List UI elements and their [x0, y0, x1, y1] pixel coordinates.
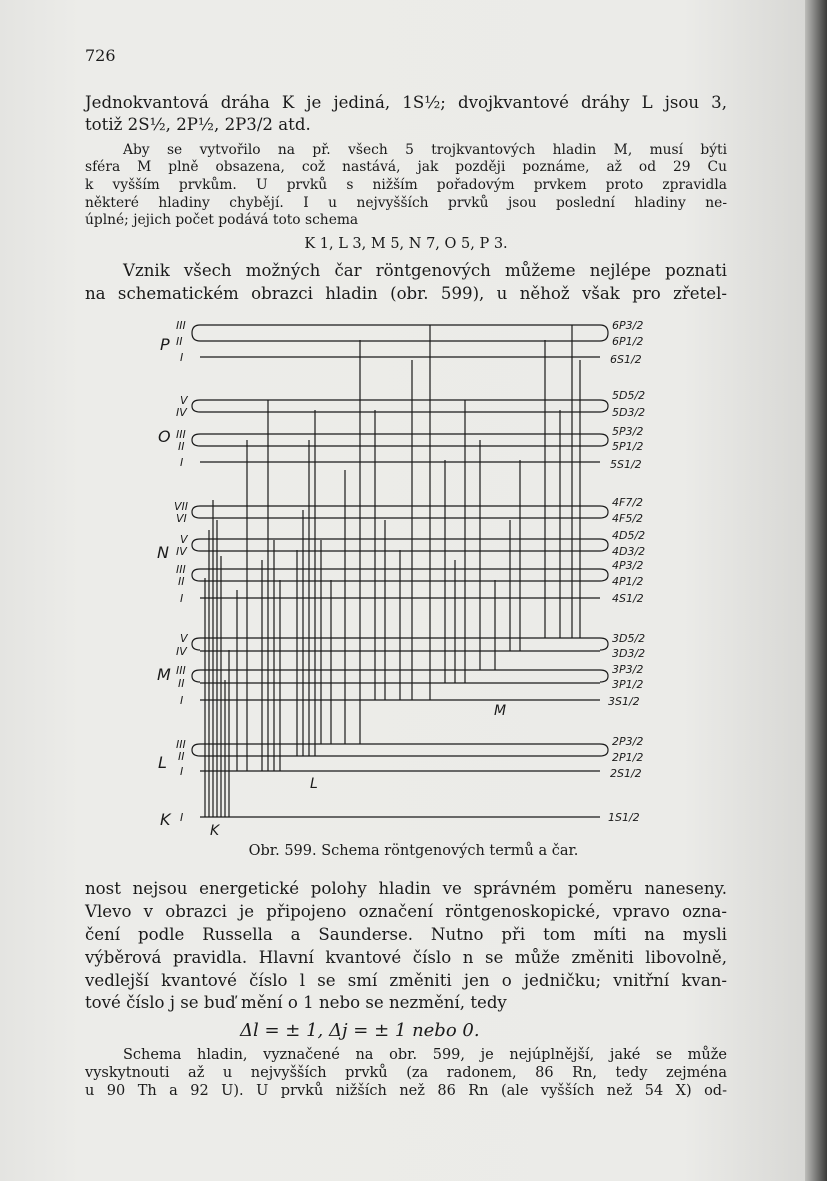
- level-roman-label: I: [180, 351, 184, 364]
- para2-line2: sféra M plně obsazena, což nastává, jak později poznáme, až od 29 Cu: [85, 159, 727, 175]
- level-term-label: 6P3/2: [612, 319, 644, 332]
- level-roman-label: VI: [176, 512, 187, 525]
- para1-line2: totiž 2S½, 2P½, 2P3/2 atd.: [85, 115, 311, 134]
- para1-line1: Jednokvantová dráha K je jediná, 1S½; dvojkvantové dráhy L jsou 3,: [85, 93, 727, 112]
- level-term-label: 4F5/2: [612, 512, 644, 525]
- figure-caption: Obr. 599. Schema röntgenových termů a čar.: [248, 843, 579, 859]
- level-term-label: 3P3/2: [612, 663, 644, 676]
- para4-line4: výběrová pravidla. Hlavní kvantové číslo n se může změniti libovolně,: [85, 948, 727, 967]
- shell-label: O: [158, 427, 171, 446]
- para4-line1: nost nejsou energetické polohy hladin ve správném poměru naneseny.: [85, 879, 727, 898]
- shell-label: M: [157, 665, 171, 684]
- level-term-label: 2P1/2: [612, 751, 644, 764]
- level-term-label: 4D3/2: [612, 545, 646, 558]
- level-roman-label: I: [180, 456, 184, 469]
- level-roman-label: II: [178, 575, 185, 588]
- level-term-label: 3P1/2: [612, 678, 644, 691]
- level-term-label: 2P3/2: [612, 735, 644, 748]
- level-roman-label: II: [178, 440, 185, 453]
- shell-label: N: [157, 543, 169, 562]
- level-roman-label: IV: [176, 406, 187, 419]
- shell-label: K: [160, 810, 171, 829]
- level-roman-label: V: [180, 533, 188, 546]
- level-term-label: 4F7/2: [612, 496, 644, 509]
- level-term-label: 6P1/2: [612, 335, 644, 348]
- shell-label: P: [160, 335, 170, 354]
- level-term-label: 2S1/2: [610, 767, 642, 780]
- level-roman-label: I: [180, 592, 184, 605]
- para5-line2: vyskytnouti až u nejvyšších prvků (za radonem, 86 Rn, tedy zejména: [85, 1065, 727, 1081]
- para4-line6: tové číslo j se buď mění o 1 nebo se nezmění, tedy: [85, 993, 507, 1012]
- para2-line3: k vyšším prvkům. U prvků s nižším pořadovým prvkem proto zpravidla: [85, 177, 727, 193]
- level-roman-label: III: [176, 563, 186, 576]
- level-roman-label: III: [176, 319, 186, 332]
- level-term-label: 1S1/2: [608, 811, 640, 824]
- level-term-label: 5S1/2: [610, 458, 642, 471]
- shell-label: L: [158, 753, 167, 772]
- para2-line4: některé hladiny chybějí. I u nejvyšších prvků jsou poslední hladiny ne-: [85, 195, 727, 211]
- level-roman-label: III: [176, 428, 186, 441]
- level-roman-label: V: [180, 632, 188, 645]
- level-roman-label: I: [180, 811, 184, 824]
- series-label: K: [210, 823, 220, 839]
- level-term-label: 4P1/2: [612, 575, 644, 588]
- level-roman-label: V: [180, 394, 188, 407]
- level-term-label: 3D3/2: [612, 647, 646, 660]
- level-term-label: 4P3/2: [612, 559, 644, 572]
- level-roman-label: I: [180, 765, 184, 778]
- level-roman-label: VII: [174, 500, 189, 513]
- para4-line3: čení podle Russella a Saunderse. Nutno při tom míti na mysli: [85, 925, 727, 944]
- series-label: L: [310, 776, 318, 792]
- level-roman-label: III: [176, 738, 186, 751]
- level-roman-label: II: [176, 335, 183, 348]
- para4-line2: Vlevo v obrazci je připojeno označení röntgenoskopické, vpravo ozna-: [85, 902, 727, 921]
- level-term-label: 3S1/2: [608, 695, 640, 708]
- level-term-label: 5D3/2: [612, 406, 646, 419]
- level-roman-label: III: [176, 664, 186, 677]
- level-term-label: 5D5/2: [612, 389, 646, 402]
- para2-line5: úplné; jejich počet podává toto schema: [85, 212, 359, 228]
- page-number: 726: [85, 46, 116, 65]
- level-term-label: 6S1/2: [610, 353, 642, 366]
- level-roman-label: II: [178, 750, 185, 763]
- para4-line5: vedlejší kvantové číslo l se smí změniti jen o jedničku; vnitřní kvan-: [85, 971, 727, 990]
- para3-line1: Vznik všech možných čar röntgenových můžeme nejlépe poznati: [123, 261, 727, 280]
- para3-line2: na schematickém obrazci hladin (obr. 599), u něhož však pro zřetel-: [85, 284, 727, 303]
- level-term-label: 4D5/2: [612, 529, 646, 542]
- para2-line1: Aby se vytvořilo na př. všech 5 trojkvantových hladin M, musí býti: [123, 142, 727, 158]
- level-roman-label: II: [178, 677, 185, 690]
- level-term-label: 5P1/2: [612, 440, 644, 453]
- series-label: M: [494, 703, 507, 719]
- level-term-label: 3D5/2: [612, 632, 646, 645]
- level-roman-label: I: [180, 694, 184, 707]
- level-roman-label: IV: [176, 645, 187, 658]
- selection-rule-formula: Δl = ± 1, Δj = ± 1 nebo 0.: [240, 1020, 480, 1041]
- para5-line1: Schema hladin, vyznačené na obr. 599, je nejúplnější, jaké se může: [123, 1047, 727, 1063]
- level-term-label: 5P3/2: [612, 425, 644, 438]
- para5-line3: u 90 Th a 92 U). U prvků nižších než 86 Rn (ale vyšších než 54 X) od-: [85, 1083, 727, 1099]
- level-term-label: 4S1/2: [612, 592, 644, 605]
- level-roman-label: IV: [176, 545, 187, 558]
- level-count-schema: K 1, L 3, M 5, N 7, O 5, P 3.: [304, 236, 508, 252]
